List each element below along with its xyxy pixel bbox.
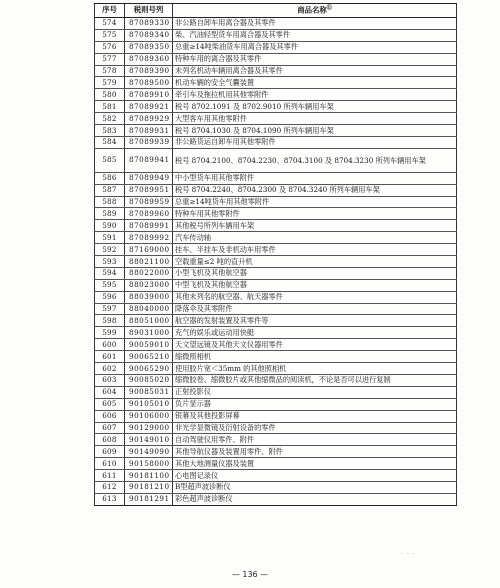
table-row	[95, 470, 457, 482]
page-mark: · · ·	[401, 551, 416, 558]
table-row	[95, 172, 457, 184]
table-row	[95, 18, 457, 30]
serial-number-cell: 591	[95, 232, 125, 244]
serial-number-cell: 605	[95, 398, 125, 410]
product-name-cell: 税号 8704.1030 及 8704.1090 所列车辆用车架	[173, 125, 457, 137]
tariff-code-cell: 90059010	[125, 339, 173, 351]
serial-number-cell: 597	[95, 303, 125, 315]
product-name-cell: 充气的娱乐或运动用快艇	[173, 327, 457, 339]
tariff-code-cell: 90149090	[125, 446, 173, 458]
tariff-table	[94, 3, 457, 506]
tariff-code-cell: 88039000	[125, 291, 173, 303]
tariff-code-cell: 90129000	[125, 422, 173, 434]
tariff-code-cell: 90105010	[125, 398, 173, 410]
tariff-code-cell: 87089931	[125, 125, 173, 137]
tariff-code-cell: 87169000	[125, 244, 173, 256]
tariff-code-cell: 87089921	[125, 101, 173, 113]
tariff-code-cell: 90106000	[125, 410, 173, 422]
tariff-code-cell: 90181291	[125, 493, 173, 505]
tariff-code-cell: 90181210	[125, 481, 173, 493]
product-name-cell: 自动驾驶仪用零件、附件	[173, 434, 457, 446]
table-row	[95, 113, 457, 125]
table-row	[95, 41, 457, 53]
table-row	[95, 196, 457, 208]
table-row	[95, 374, 457, 386]
table-row	[95, 481, 457, 493]
tariff-code-cell: 87089939	[125, 136, 173, 148]
tariff-code-cell: 87089992	[125, 232, 173, 244]
table-row	[95, 351, 457, 363]
header-product-name	[173, 4, 457, 18]
product-name-cell: 税号 8702.1091 及 8702.9010 所列车辆用车架	[173, 101, 457, 113]
product-name-cell: 机动车辆的安全气囊装置	[173, 77, 457, 89]
serial-number-cell: 580	[95, 89, 125, 101]
table-row	[95, 398, 457, 410]
serial-number-cell: 604	[95, 386, 125, 398]
serial-number-cell: 606	[95, 410, 125, 422]
product-name-cell: 其他税号所列车辆用车架	[173, 220, 457, 232]
tariff-code-cell: 88051000	[125, 315, 173, 327]
tariff-code-cell: 90181100	[125, 470, 173, 482]
table-row	[95, 77, 457, 89]
product-name-cell: 大型客车用其他零附件	[173, 113, 457, 125]
product-name-cell: B型超声波诊断仪	[173, 481, 457, 493]
serial-number-cell: 613	[95, 493, 125, 505]
table-row	[95, 101, 457, 113]
product-name-cell: 银幕及其他投影屏幕	[173, 410, 457, 422]
product-name-cell: 挂车、半挂车及非机动车用零件	[173, 244, 457, 256]
table-row	[95, 458, 457, 470]
product-name-cell: 特种车用的离合器及其零件	[173, 53, 457, 65]
serial-number-cell: 612	[95, 481, 125, 493]
tariff-code-cell: 88023000	[125, 279, 173, 291]
table-row	[95, 267, 457, 279]
table-row	[95, 434, 457, 446]
table-row	[95, 220, 457, 232]
tariff-code-cell: 88022000	[125, 267, 173, 279]
serial-number-cell: 590	[95, 220, 125, 232]
tariff-code-cell: 89031000	[125, 327, 173, 339]
header-footnote-mark: ⑪	[326, 5, 332, 12]
table-row	[95, 125, 457, 137]
product-name-cell: 牵引车及拖拉机用其他零附件	[173, 89, 457, 101]
table-row	[95, 65, 457, 77]
product-name-cell: 其他未列名的航空器、航天器零件	[173, 291, 457, 303]
product-name-cell: 负片显示器	[173, 398, 457, 410]
table-row	[95, 493, 457, 505]
tariff-code-cell: 87089959	[125, 196, 173, 208]
table-row	[95, 136, 457, 148]
serial-number-cell: 609	[95, 446, 125, 458]
table-row	[95, 53, 457, 65]
product-name-cell: 非公路自卸车用离合器及其零件	[173, 18, 457, 30]
serial-number-cell: 601	[95, 351, 125, 363]
tariff-code-cell: 88040000	[125, 303, 173, 315]
product-name-cell: 正射投影仪	[173, 386, 457, 398]
serial-number-cell: 596	[95, 291, 125, 303]
header-product-name-text: 商品名称	[297, 5, 327, 15]
tariff-code-cell: 90065290	[125, 363, 173, 375]
tariff-code-cell: 87089910	[125, 89, 173, 101]
serial-number-cell: 594	[95, 267, 125, 279]
serial-number-cell: 575	[95, 29, 125, 41]
tariff-code-cell: 90085020	[125, 374, 173, 386]
table-row	[95, 291, 457, 303]
serial-number-cell: 600	[95, 339, 125, 351]
serial-number-cell: 586	[95, 172, 125, 184]
product-name-cell: 中小型货车用其他零附件	[173, 172, 457, 184]
serial-number-cell: 587	[95, 184, 125, 196]
header-serial-number: 序号	[95, 4, 125, 18]
product-name-cell: 总重≥14吨柴油货车用离合器及其零件	[173, 41, 457, 53]
table-row	[95, 208, 457, 220]
table-row	[95, 303, 457, 315]
product-name-cell: 特种车用其他零附件	[173, 208, 457, 220]
product-name-cell: 其他导航仪器及装置用零件、附件	[173, 446, 457, 458]
table-row	[95, 148, 457, 172]
page-number: — 136 —	[231, 570, 269, 579]
table-row	[95, 279, 457, 291]
tariff-code-cell: 87089929	[125, 113, 173, 125]
table-row	[95, 256, 457, 268]
serial-number-cell: 611	[95, 470, 125, 482]
tariff-code-cell: 87089350	[125, 41, 173, 53]
tariff-code-cell: 90149010	[125, 434, 173, 446]
serial-number-cell: 608	[95, 434, 125, 446]
tariff-code-cell: 87089390	[125, 65, 173, 77]
tariff-code-cell: 87089340	[125, 29, 173, 41]
header-row	[95, 4, 457, 18]
serial-number-cell: 593	[95, 256, 125, 268]
product-name-cell: 汽车传动轴	[173, 232, 457, 244]
tariff-code-cell: 88021100	[125, 256, 173, 268]
tariff-code-cell: 87089330	[125, 18, 173, 30]
serial-number-cell: 588	[95, 196, 125, 208]
product-name-cell: 空载重量≤2 吨的直升机	[173, 256, 457, 268]
product-name-cell: 非光学显微镜及衍射设备的零件	[173, 422, 457, 434]
table-row	[95, 422, 457, 434]
product-name-cell: 航空器的发射装置及其零件等	[173, 315, 457, 327]
tariff-code-cell: 87089949	[125, 172, 173, 184]
table-row	[95, 29, 457, 41]
table-row	[95, 339, 457, 351]
product-name-cell: 使用胶片宽＜35mm 的其他照相机	[173, 363, 457, 375]
table-row	[95, 410, 457, 422]
serial-number-cell: 602	[95, 363, 125, 375]
product-name-cell: 其他大地测量仪器及装置	[173, 458, 457, 470]
product-name-cell: 心电图记录仪	[173, 470, 457, 482]
product-name-cell: 降落伞及其零附件	[173, 303, 457, 315]
table-row	[95, 446, 457, 458]
tariff-code-cell: 90085031	[125, 386, 173, 398]
product-name-cell: 缩微照相机	[173, 351, 457, 363]
product-name-cell: 柴、汽油轻型货车用离合器及其零件	[173, 29, 457, 41]
serial-number-cell: 595	[95, 279, 125, 291]
tariff-code-cell: 90158000	[125, 458, 173, 470]
table-row	[95, 386, 457, 398]
serial-number-cell: 603	[95, 374, 125, 386]
tariff-code-cell: 87089941	[125, 148, 173, 172]
table-row	[95, 363, 457, 375]
product-name-cell: 缩微胶卷、缩微胶片或其他缩微品的阅读机，不论是否可以进行复制	[173, 374, 457, 386]
product-name-cell: 彩色超声波诊断仪	[173, 493, 457, 505]
serial-number-cell: 581	[95, 101, 125, 113]
serial-number-cell: 577	[95, 53, 125, 65]
tariff-code-cell: 87089951	[125, 184, 173, 196]
serial-number-cell: 574	[95, 18, 125, 30]
tariff-code-cell: 90065210	[125, 351, 173, 363]
product-name-cell: 未列名机动车辆用离合器及其零件	[173, 65, 457, 77]
serial-number-cell: 599	[95, 327, 125, 339]
product-name-cell: 天文望远镜及其他天文仪器用零件	[173, 339, 457, 351]
table-header	[95, 4, 457, 18]
serial-number-cell: 585	[95, 148, 125, 172]
header-tariff-code: 税则号列	[125, 4, 173, 18]
product-name-cell: 总重≥14吨货车用其他零附件	[173, 196, 457, 208]
table-row	[95, 244, 457, 256]
serial-number-cell: 576	[95, 41, 125, 53]
serial-number-cell: 579	[95, 77, 125, 89]
product-name-cell: 中型飞机及其他航空器	[173, 279, 457, 291]
table-row	[95, 89, 457, 101]
table-row	[95, 315, 457, 327]
serial-number-cell: 583	[95, 125, 125, 137]
serial-number-cell: 610	[95, 458, 125, 470]
serial-number-cell: 578	[95, 65, 125, 77]
serial-number-cell: 607	[95, 422, 125, 434]
product-name-cell: 非公路货运自卸车用其他零附件	[173, 136, 457, 148]
serial-number-cell: 589	[95, 208, 125, 220]
serial-number-cell: 598	[95, 315, 125, 327]
table-row	[95, 327, 457, 339]
tariff-code-cell: 87089500	[125, 77, 173, 89]
product-name-cell: 税号 8704.2100、8704.2230、8704.3100 及 8704.3230 所列车辆用车架	[173, 148, 457, 172]
serial-number-cell: 592	[95, 244, 125, 256]
tariff-code-cell: 87089991	[125, 220, 173, 232]
table-body	[95, 18, 457, 506]
product-name-cell: 税号 8704.2240、8704.2300 及 8704.3240 所列车辆用车架	[173, 184, 457, 196]
serial-number-cell: 582	[95, 113, 125, 125]
tariff-code-cell: 87089360	[125, 53, 173, 65]
table-row	[95, 184, 457, 196]
product-name-cell: 小型飞机及其他航空器	[173, 267, 457, 279]
tariff-code-cell: 87089960	[125, 208, 173, 220]
table-row	[95, 232, 457, 244]
serial-number-cell: 584	[95, 136, 125, 148]
